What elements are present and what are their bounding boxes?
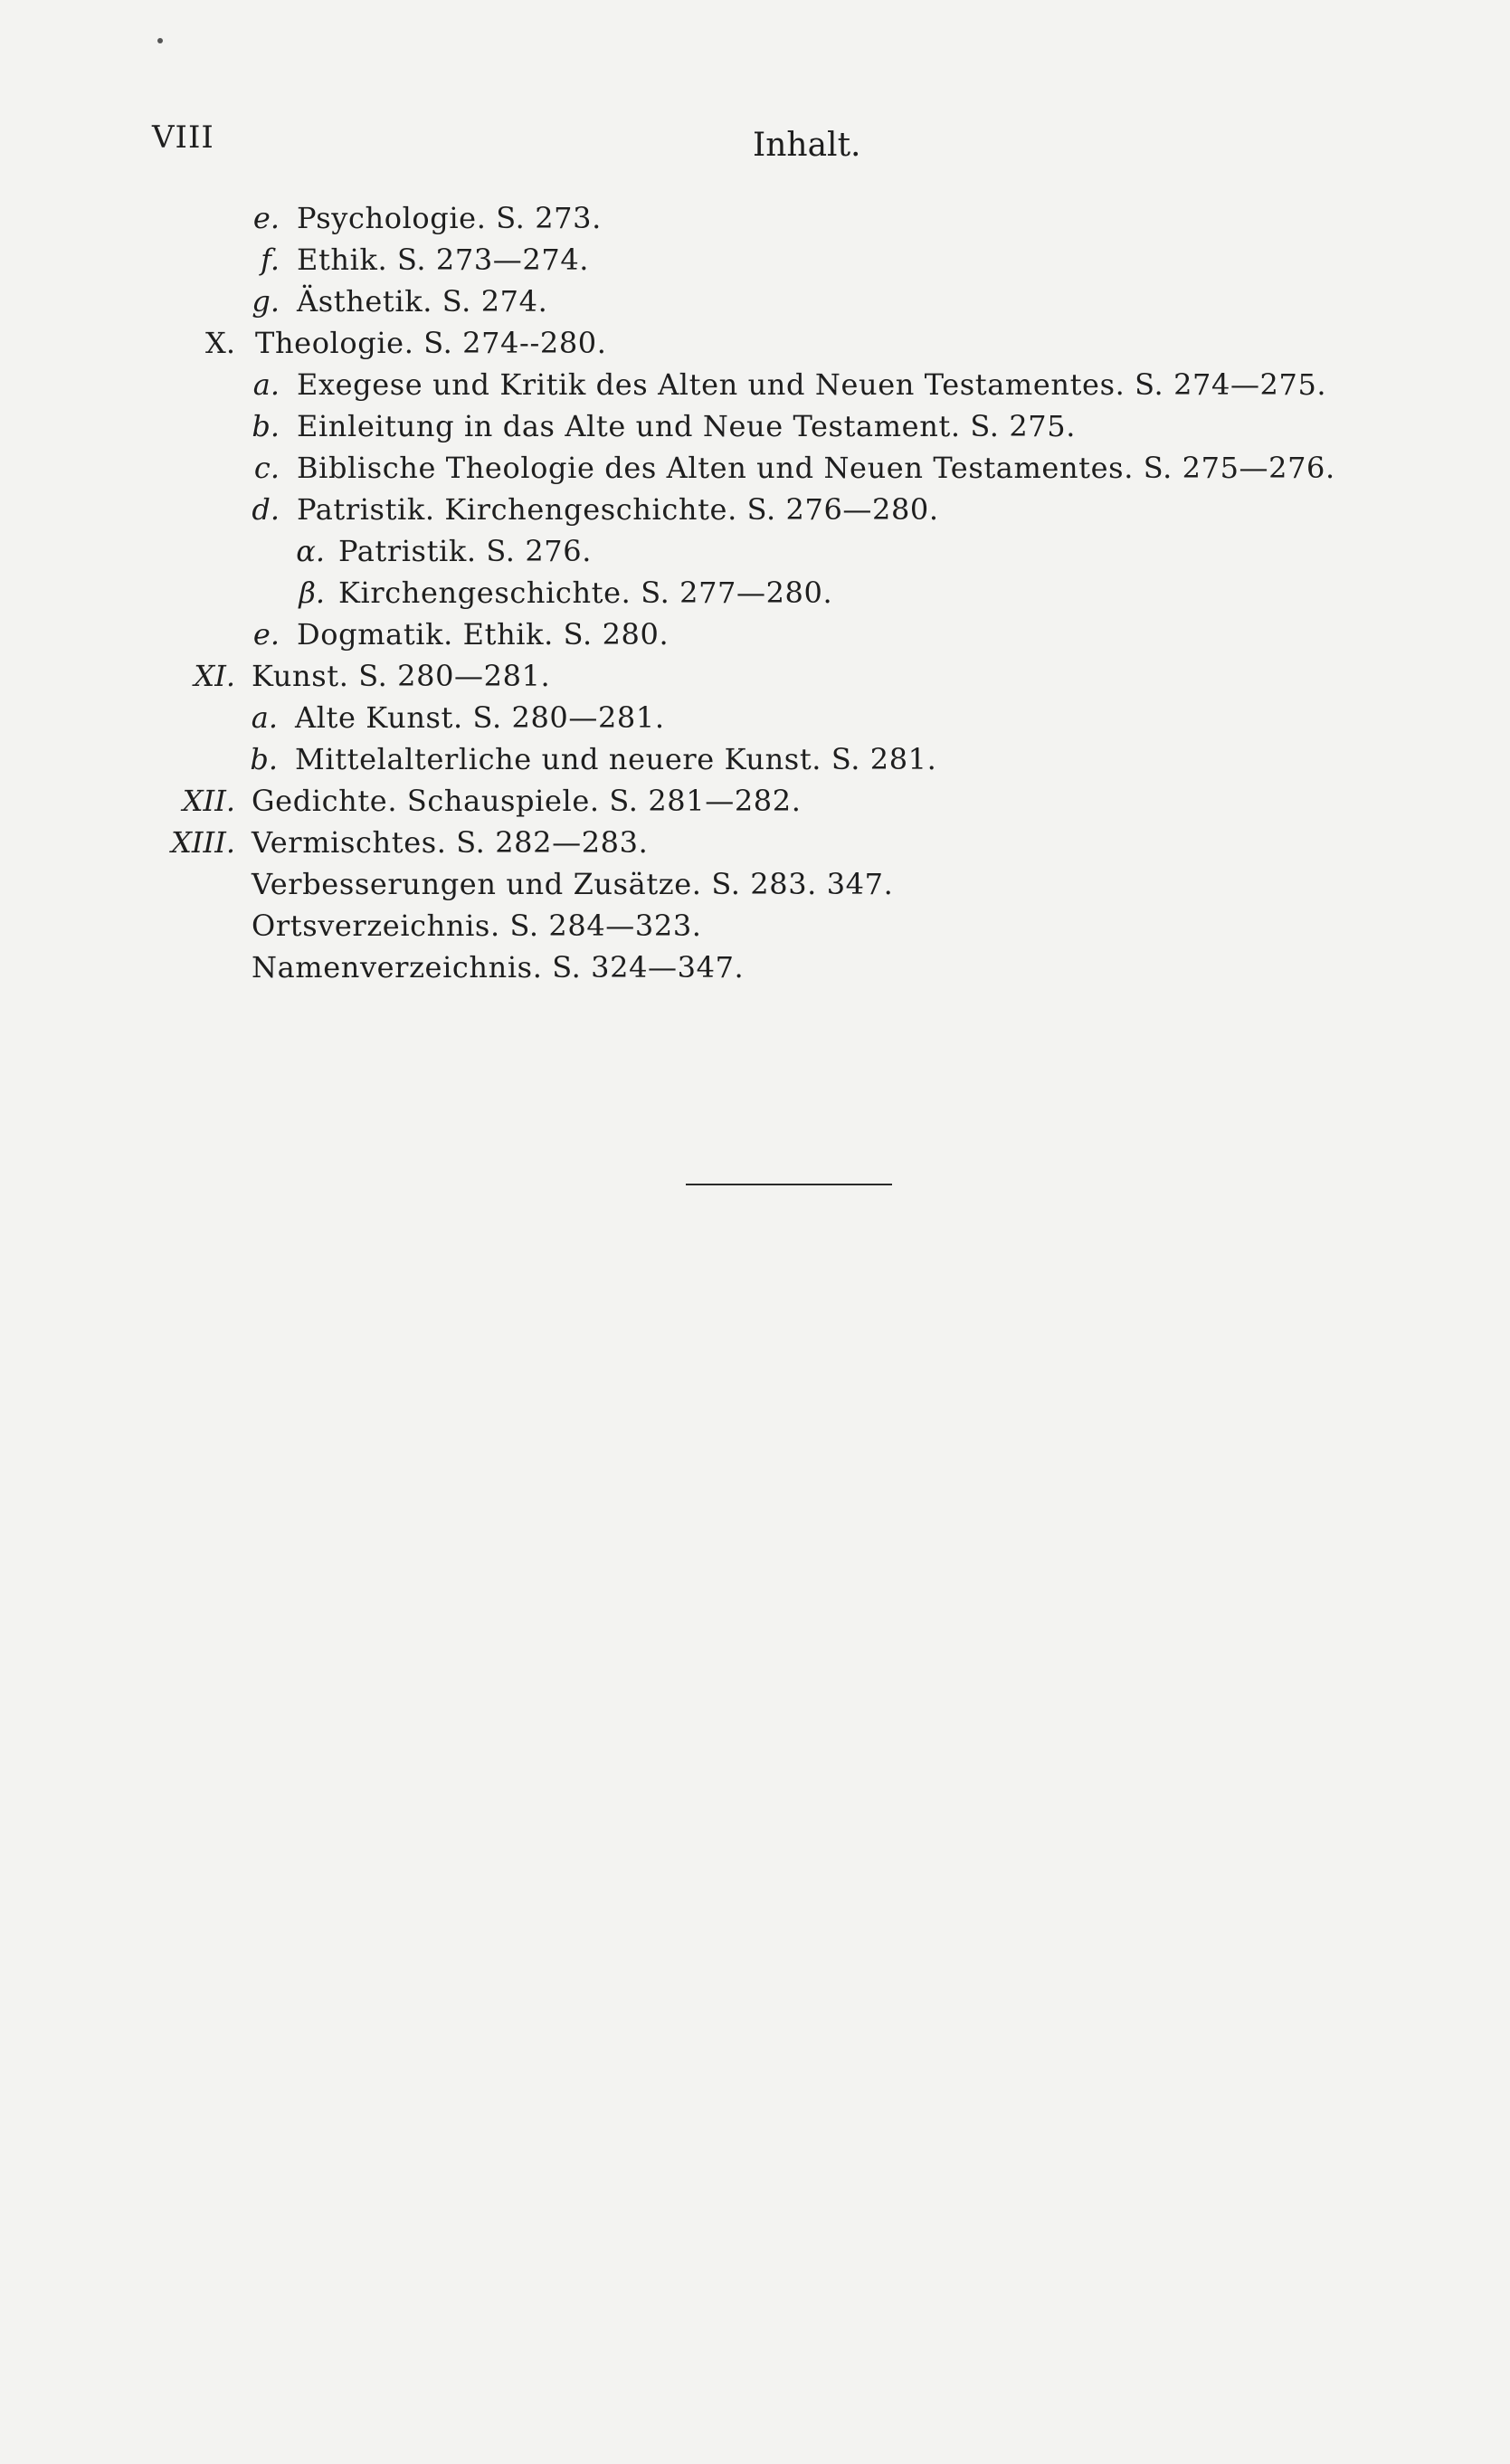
speck-mark: [157, 38, 163, 43]
toc-entry: [0, 655, 1510, 697]
toc-marker: XIII.: [171, 825, 235, 860]
toc-entry: [0, 614, 1510, 655]
toc-entry: [0, 322, 1510, 364]
toc-entry-text: Alte Kunst. S. 280—281.: [295, 700, 665, 735]
toc-marker: XI.: [194, 659, 235, 693]
toc-entry-text: Patristik. Kirchengeschichte. S. 276—280.: [297, 492, 939, 527]
toc-entry: [0, 239, 1510, 281]
toc-entry: [0, 489, 1510, 530]
toc-entry: [0, 447, 1510, 489]
toc-entry: [0, 530, 1510, 572]
toc-marker: g.: [252, 284, 280, 319]
toc-entry-text: Ortsverzeichnis. S. 284—323.: [252, 909, 702, 943]
toc-entry-text: Einleitung in das Alte und Neue Testament. S. 275.: [297, 409, 1076, 443]
toc-entry-text: Gedichte. Schauspiele. S. 281—282.: [252, 784, 802, 818]
toc-marker: β.: [299, 576, 325, 610]
toc-entry-text: Ethik. S. 273—274.: [297, 243, 590, 277]
toc-entry-text: Psychologie. S. 273.: [297, 201, 602, 235]
toc-marker: f.: [261, 243, 280, 277]
toc-entry: [0, 405, 1510, 447]
toc-entry-text: Biblische Theologie des Alten und Neuen Testamentes. S. 275—276.: [297, 451, 1335, 485]
toc-entry-text: Dogmatik. Ethik. S. 280.: [297, 617, 670, 652]
toc-entry-text: Kirchengeschichte. S. 277—280.: [338, 576, 833, 610]
toc-entry: [0, 572, 1510, 614]
toc-entry: [0, 697, 1510, 738]
toc-entry-text: Namenverzeichnis. S. 324—347.: [252, 950, 745, 985]
toc-entry: [0, 738, 1510, 780]
toc-entry: [0, 197, 1510, 239]
toc-entry-text: Mittelalterliche und neuere Kunst. S. 281.: [295, 742, 937, 776]
toc-marker: e.: [252, 201, 280, 235]
toc-entry: [0, 863, 1510, 905]
toc-marker: a.: [252, 367, 280, 402]
toc-entry: [0, 364, 1510, 405]
toc-entry-text: Vermischtes. S. 282—283.: [252, 825, 649, 860]
toc-marker: c.: [253, 451, 280, 485]
toc-entry: [0, 905, 1510, 947]
toc-marker: a.: [251, 700, 278, 735]
page-number: VIII: [152, 119, 214, 156]
page-title: Inhalt.: [753, 127, 861, 164]
toc-entry-text: Patristik. S. 276.: [338, 534, 592, 568]
toc-entry-text: Ästhetik. S. 274.: [297, 284, 548, 319]
section-divider: [686, 1184, 892, 1185]
toc-marker: XII.: [182, 784, 235, 818]
toc-marker: α.: [296, 534, 325, 568]
toc-entry-text: Verbesserungen und Zusätze. S. 283. 347.: [252, 867, 894, 901]
toc-marker: d.: [252, 492, 280, 527]
toc-marker: b.: [250, 742, 278, 776]
toc-entry: [0, 780, 1510, 822]
toc-entry-text: Exegese und Kritik des Alten und Neuen Testamentes. S. 274—275.: [297, 367, 1327, 402]
toc-marker: b.: [252, 409, 280, 443]
toc-entry-text: Theologie. S. 274--280.: [255, 326, 607, 360]
toc-entry-text: Kunst. S. 280—281.: [252, 659, 551, 693]
toc-entry: [0, 822, 1510, 863]
toc-entry: [0, 947, 1510, 988]
toc-marker: X.: [205, 326, 235, 360]
toc-marker: e.: [252, 617, 280, 652]
toc-entry: [0, 281, 1510, 322]
